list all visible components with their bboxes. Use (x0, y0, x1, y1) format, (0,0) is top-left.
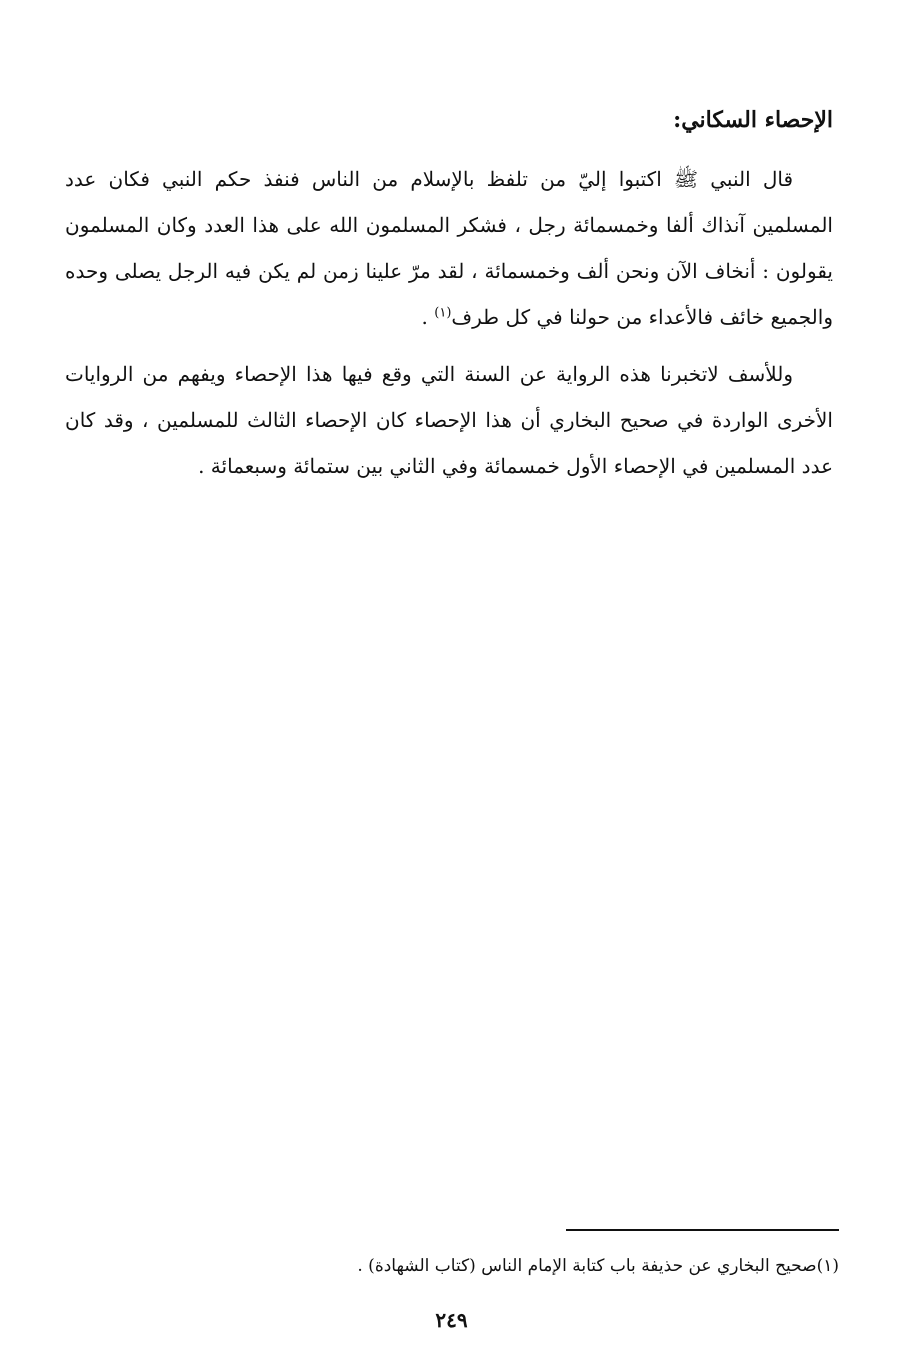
paragraph-1-text: قال النبي ﷺ اكتبوا إليّ من تلفظ بالإسلام من الناس فنفذ حكم النبي فكان عدد المسلمين آنذاك ألفا وخمسمائة رجل ، فشكر المسلمون الله على هذا العدد وكان المسلمون يقولون : أنخاف الآن ونحن ألف وخمسمائة ، لقد مرّ علينا زمن لم يكن فيه الرجل يصلى وحده والجميع خائف فالأعداء من حولنا في كل طرف (65, 167, 833, 329)
page-number: ٢٤٩ (435, 1308, 468, 1332)
footnote-divider (566, 1229, 839, 1231)
footnote: (١)صحيح البخاري عن حذيفة باب كتابة الإمام الناس (كتاب الشهادة) . (357, 1256, 839, 1276)
paragraph-2: وللأسف لاتخبرنا هذه الرواية عن السنة التي وقع فيها هذا الإحصاء ويفهم من الروايات الأخرى الواردة في صحيح البخاري أن هذا الإحصاء كان الإحصاء الثالث للمسلمين ، وقد كان عدد المسلمين في الإحصاء الأول خمسمائة وفي الثاني بين ستمائة وسبعمائة . (65, 362, 833, 478)
paragraph-1 (65, 156, 833, 340)
section-heading: الإحصاء السكاني: (673, 107, 833, 133)
footnote-reference: (١) (434, 305, 452, 321)
paragraph-1-end: . (421, 305, 435, 329)
